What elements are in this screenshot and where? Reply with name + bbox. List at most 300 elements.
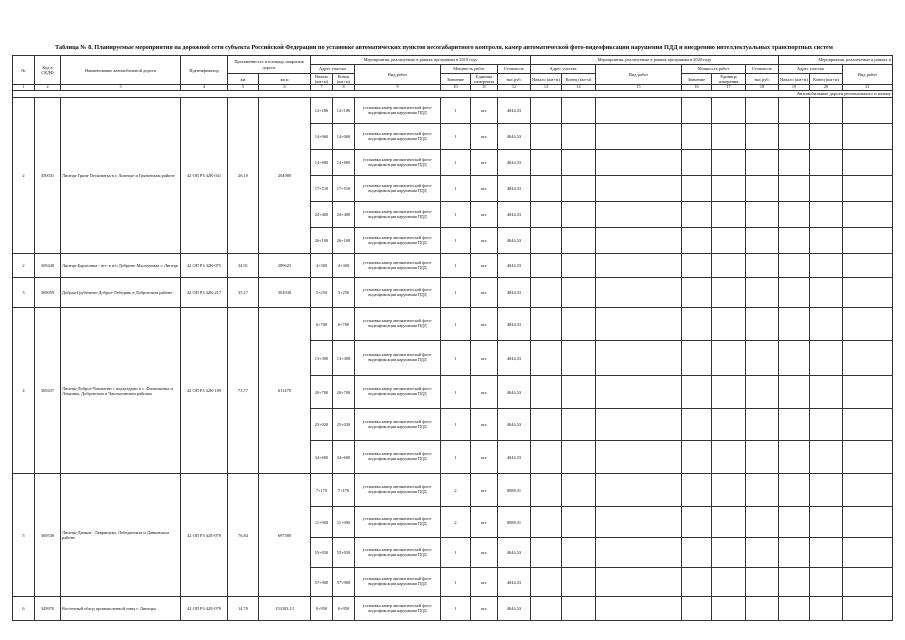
column-number: 3 xyxy=(61,85,181,91)
empty-cell xyxy=(531,341,562,376)
capacity-value: 1 xyxy=(441,150,471,176)
capacity-value: 1 xyxy=(441,308,471,341)
road-area-sqm: 289625 xyxy=(259,254,311,278)
empty-cell xyxy=(746,308,779,341)
empty-cell xyxy=(779,597,810,621)
header-work-type-2020: Вид работ xyxy=(596,65,682,85)
empty-cell xyxy=(596,409,682,441)
header-kth-2019: тыс.руб. xyxy=(498,74,531,85)
empty-cell xyxy=(779,568,810,597)
capacity-value: 1 xyxy=(441,98,471,124)
empty-cell xyxy=(810,474,843,507)
site-end: 4+300 xyxy=(333,254,355,278)
empty-cell xyxy=(682,124,712,150)
road-identifier: 42 ОП РЗ 42К-189 xyxy=(181,308,228,474)
empty-cell xyxy=(682,597,712,621)
capacity-unit: шт. xyxy=(471,202,498,228)
empty-cell xyxy=(682,202,712,228)
empty-cell xyxy=(712,409,746,441)
planned-measures-table xyxy=(12,55,893,621)
column-number: 18 xyxy=(746,85,779,91)
empty-cell xyxy=(746,376,779,409)
empty-cell xyxy=(810,308,843,341)
empty-cell xyxy=(843,597,893,621)
empty-cell xyxy=(562,308,596,341)
empty-cell xyxy=(779,474,810,507)
column-number: 8 xyxy=(333,85,355,91)
header-value-2020: Значение xyxy=(682,74,712,85)
empty-cell xyxy=(682,98,712,124)
empty-cell xyxy=(682,409,712,441)
empty-cell xyxy=(531,98,562,124)
empty-cell xyxy=(746,150,779,176)
empty-cell xyxy=(682,176,712,202)
capacity-value: 1 xyxy=(441,568,471,597)
header-cost-2020: Стоимость xyxy=(746,65,779,74)
table-row xyxy=(13,98,893,124)
site-start: 24+400 xyxy=(311,202,333,228)
header-km: км xyxy=(228,74,259,85)
cost-value: 8088,31 xyxy=(498,474,531,507)
cost-value: 4044,33 xyxy=(498,202,531,228)
cost-value: 4044,33 xyxy=(498,278,531,308)
header-capacity-2020: Мощность работ xyxy=(682,65,746,74)
empty-cell xyxy=(562,124,596,150)
site-start: 5+250 xyxy=(311,278,333,308)
site-end: 57+900 xyxy=(333,568,355,597)
empty-cell xyxy=(810,98,843,124)
empty-cell xyxy=(843,409,893,441)
road-name: Липецк-Грязи-Песковатка в г. Липецке и Грязинском районе xyxy=(61,98,181,254)
empty-cell xyxy=(810,376,843,409)
cost-value: 4044,33 xyxy=(498,341,531,376)
empty-cell xyxy=(531,474,562,507)
empty-cell xyxy=(562,341,596,376)
road-number: 6 xyxy=(13,597,35,621)
header-start-2019: Начало (км+м) xyxy=(311,74,333,85)
empty-cell xyxy=(810,441,843,474)
road-area-sqm: 153303,13 xyxy=(259,597,311,621)
empty-cell xyxy=(810,568,843,597)
empty-cell xyxy=(596,538,682,568)
capacity-unit: шт. xyxy=(471,474,498,507)
work-type: установка камер автоматической фото-видеофиксации нарушения ПДД xyxy=(355,202,441,228)
site-end: 13+300 xyxy=(333,341,355,376)
work-type: установка камер автоматической фото-видеофиксации нарушения ПДД xyxy=(355,278,441,308)
column-number: 20 xyxy=(810,85,843,91)
road-number: 2 xyxy=(13,254,35,278)
header-unit-2020: Единица измерения xyxy=(712,74,746,85)
table-title: Таблица № 8. Планируемые мероприятия на дорожной сети субъекта Российской Федерации по установке автоматических пунктов весогабаритного контроля, камер автоматической фото-видеофиксации нарушения ПДД и внедрению интеллектуальных транспортных систем xyxy=(55,44,833,51)
empty-cell xyxy=(810,176,843,202)
site-start: 25+020 xyxy=(311,409,333,441)
site-end: 26+100 xyxy=(333,228,355,254)
capacity-unit: шт. xyxy=(471,409,498,441)
empty-cell xyxy=(596,228,682,254)
site-end: 7+170 xyxy=(333,474,355,507)
empty-cell xyxy=(712,254,746,278)
road-length-km: 35,17 xyxy=(228,278,259,308)
capacity-value: 1 xyxy=(441,341,471,376)
header-code: Код в СКДФ xyxy=(35,56,61,85)
empty-cell xyxy=(682,278,712,308)
capacity-value: 1 xyxy=(441,228,471,254)
work-type: установка камер автоматической фото-видеофиксации нарушения ПДД xyxy=(355,228,441,254)
empty-cell xyxy=(712,228,746,254)
empty-cell xyxy=(712,474,746,507)
capacity-value: 1 xyxy=(441,376,471,409)
empty-cell xyxy=(682,538,712,568)
site-start: 0+950 xyxy=(311,597,333,621)
empty-cell xyxy=(746,202,779,228)
header-no: № xyxy=(13,56,35,85)
empty-cell xyxy=(712,176,746,202)
empty-cell xyxy=(562,228,596,254)
header-unit-2019: Единица измерения xyxy=(471,74,498,85)
empty-cell xyxy=(596,341,682,376)
cost-value: 4044,33 xyxy=(498,176,531,202)
road-number: 4 xyxy=(13,308,35,474)
work-type: установка камер автоматической фото-видеофиксации нарушения ПДД xyxy=(355,409,441,441)
empty-cell xyxy=(712,341,746,376)
column-number: 1 xyxy=(13,85,35,91)
site-end: 55+050 xyxy=(333,538,355,568)
empty-cell xyxy=(682,568,712,597)
empty-cell xyxy=(531,409,562,441)
cost-value: 4044,33 xyxy=(498,150,531,176)
empty-cell xyxy=(746,568,779,597)
table-row xyxy=(13,278,893,308)
work-type: установка камер автоматической фото-видеофиксации нарушения ПДД xyxy=(355,341,441,376)
empty-cell xyxy=(810,507,843,538)
capacity-value: 2 xyxy=(441,474,471,507)
column-number: 17 xyxy=(712,85,746,91)
empty-cell xyxy=(682,254,712,278)
capacity-value: 2 xyxy=(441,507,471,538)
empty-cell xyxy=(746,597,779,621)
empty-cell xyxy=(843,341,893,376)
empty-cell xyxy=(746,124,779,150)
header-sqm: кв.м xyxy=(259,74,311,85)
empty-cell xyxy=(843,441,893,474)
empty-cell xyxy=(562,98,596,124)
header-length-group: Протяженность и площадь покрытия дороги xyxy=(228,56,311,74)
work-type: установка камер автоматической фото-видеофиксации нарушения ПДД xyxy=(355,441,441,474)
road-identifier: 42 ОП РЗ 42Е-079 xyxy=(181,474,228,597)
empty-cell xyxy=(843,228,893,254)
capacity-unit: шт. xyxy=(471,441,498,474)
empty-cell xyxy=(562,507,596,538)
empty-cell xyxy=(843,507,893,538)
empty-cell xyxy=(746,98,779,124)
empty-cell xyxy=(682,474,712,507)
capacity-unit: шт. xyxy=(471,308,498,341)
capacity-value: 1 xyxy=(441,176,471,202)
road-code: 369437 xyxy=(35,308,61,474)
empty-cell xyxy=(779,254,810,278)
capacity-unit: шт. xyxy=(471,597,498,621)
header-address-2021: Адрес участка xyxy=(779,65,843,74)
header-value-2019: Значение xyxy=(441,74,471,85)
site-end: 6+700 xyxy=(333,308,355,341)
empty-cell xyxy=(562,176,596,202)
road-name: Липецк-Борисовка - пгт. в п/о Добрино-Малчуковка г. Липецк xyxy=(61,254,181,278)
header-address-2019: Адрес участка xyxy=(311,65,355,74)
capacity-value: 1 xyxy=(441,124,471,150)
work-type: установка камер автоматической фото-видеофиксации нарушения ПДД xyxy=(355,376,441,409)
empty-cell xyxy=(810,124,843,150)
site-end: 24+400 xyxy=(333,202,355,228)
capacity-unit: шт. xyxy=(471,228,498,254)
empty-cell xyxy=(843,124,893,150)
empty-cell xyxy=(746,474,779,507)
column-number: 9 xyxy=(355,85,441,91)
cost-value: 4044,33 xyxy=(498,98,531,124)
empty-cell xyxy=(712,538,746,568)
cost-value: 4044,33 xyxy=(498,538,531,568)
empty-cell xyxy=(746,254,779,278)
road-length-km: 14,70 xyxy=(228,597,259,621)
empty-cell xyxy=(843,538,893,568)
road-area-sqm: 302930 xyxy=(259,278,311,308)
site-end: 5+250 xyxy=(333,278,355,308)
road-identifier: 42 ОП РЗ 42К-041 xyxy=(181,98,228,254)
empty-cell xyxy=(562,409,596,441)
empty-cell xyxy=(562,278,596,308)
empty-cell xyxy=(682,376,712,409)
empty-cell xyxy=(843,254,893,278)
empty-cell xyxy=(810,254,843,278)
capacity-unit: шт. xyxy=(471,150,498,176)
empty-cell xyxy=(779,98,810,124)
cost-value: 8088,31 xyxy=(498,507,531,538)
empty-cell xyxy=(746,538,779,568)
site-end: 0+950 xyxy=(333,597,355,621)
header-road-name: Наименование автомобильной дороги xyxy=(61,56,181,85)
empty-cell xyxy=(531,176,562,202)
empty-cell xyxy=(843,474,893,507)
column-number: 5 xyxy=(228,85,259,91)
empty-cell xyxy=(779,228,810,254)
empty-cell xyxy=(712,98,746,124)
table-row xyxy=(13,597,893,621)
road-length-km: 34,91 xyxy=(228,254,259,278)
road-name: Липецк-Доброе-Чаплыгин с подъездами к с. Филипповка и Лещинка, Добровском и Чаплыгинском районах xyxy=(61,308,181,474)
empty-cell xyxy=(596,278,682,308)
cost-value: 4044,33 xyxy=(498,124,531,150)
empty-cell xyxy=(779,507,810,538)
header-end-2021: Конец (км+м) xyxy=(810,74,843,85)
empty-cell xyxy=(712,278,746,308)
empty-cell xyxy=(843,176,893,202)
header-kth-2020: тыс.руб. xyxy=(746,74,779,85)
site-end: 20+700 xyxy=(333,376,355,409)
road-length-km: 26,10 xyxy=(228,98,259,254)
column-number: 11 xyxy=(471,85,498,91)
empty-cell xyxy=(810,228,843,254)
empty-cell xyxy=(531,150,562,176)
header-2021-group: Мероприятия, реализуемые в рамках п xyxy=(779,56,893,65)
work-type: установка камер автоматической фото-видеофиксации нарушения ПДД xyxy=(355,474,441,507)
work-type: установка камер автоматической фото-видеофиксации нарушения ПДД xyxy=(355,308,441,341)
capacity-unit: шт. xyxy=(471,98,498,124)
empty-cell xyxy=(682,150,712,176)
capacity-unit: шт. xyxy=(471,278,498,308)
road-code: 349970 xyxy=(35,597,61,621)
header-end-2019: Конец (км+м) xyxy=(333,74,355,85)
capacity-unit: шт. xyxy=(471,341,498,376)
site-start: 4+300 xyxy=(311,254,333,278)
capacity-value: 1 xyxy=(441,409,471,441)
empty-cell xyxy=(746,228,779,254)
road-identifier: 42 ОП РЗ 42К-075 xyxy=(181,254,228,278)
site-start: 13+300 xyxy=(311,341,333,376)
empty-cell xyxy=(779,202,810,228)
capacity-unit: шт. xyxy=(471,507,498,538)
empty-cell xyxy=(712,308,746,341)
empty-cell xyxy=(596,441,682,474)
table-body xyxy=(13,85,893,621)
work-type: установка камер автоматической фото-видеофиксации нарушения ПДД xyxy=(355,507,441,538)
empty-cell xyxy=(562,441,596,474)
work-type: установка камер автоматической фото-видеофиксации нарушения ПДД xyxy=(355,254,441,278)
empty-cell xyxy=(596,176,682,202)
empty-cell xyxy=(843,278,893,308)
empty-cell xyxy=(562,150,596,176)
capacity-value: 1 xyxy=(441,538,471,568)
empty-cell xyxy=(746,441,779,474)
empty-cell xyxy=(746,409,779,441)
road-identifier: 42 ОП РЗ 42К-217 xyxy=(181,278,228,308)
empty-cell xyxy=(779,376,810,409)
site-end: 25+020 xyxy=(333,409,355,441)
cost-value: 4044,33 xyxy=(498,597,531,621)
capacity-unit: шт. xyxy=(471,376,498,409)
region-label: Автомобильные дороги регионального и межму xyxy=(13,91,893,98)
road-length-km: 73,77 xyxy=(228,308,259,474)
empty-cell xyxy=(596,98,682,124)
cost-value: 4044,33 xyxy=(498,308,531,341)
work-type: установка камер автоматической фото-видеофиксации нарушения ПДД xyxy=(355,124,441,150)
column-number: 7 xyxy=(311,85,333,91)
empty-cell xyxy=(810,341,843,376)
header-address-2020: Адрес участка xyxy=(531,65,596,74)
site-start: 34+600 xyxy=(311,441,333,474)
empty-cell xyxy=(810,150,843,176)
empty-cell xyxy=(779,409,810,441)
empty-cell xyxy=(596,254,682,278)
empty-cell xyxy=(596,568,682,597)
empty-cell xyxy=(779,124,810,150)
column-number: 14 xyxy=(562,85,596,91)
empty-cell xyxy=(843,308,893,341)
empty-cell xyxy=(531,376,562,409)
site-start: 14+800 xyxy=(311,150,333,176)
site-start: 14+060 xyxy=(311,124,333,150)
empty-cell xyxy=(562,474,596,507)
work-type: установка камер автоматической фото-видеофиксации нарушения ПДД xyxy=(355,538,441,568)
work-type: установка камер автоматической фото-видеофиксации нарушения ПДД xyxy=(355,597,441,621)
road-number: 3 xyxy=(13,278,35,308)
capacity-unit: шт. xyxy=(471,124,498,150)
capacity-unit: шт. xyxy=(471,538,498,568)
empty-cell xyxy=(596,507,682,538)
road-identifier: 42 ОП РЗ 42Е-078 xyxy=(181,597,228,621)
cost-value: 4044,33 xyxy=(498,568,531,597)
empty-cell xyxy=(596,474,682,507)
table-row xyxy=(13,254,893,278)
region-row xyxy=(13,91,893,98)
empty-cell xyxy=(596,124,682,150)
empty-cell xyxy=(843,202,893,228)
column-number: 19 xyxy=(779,85,810,91)
site-start: 6+700 xyxy=(311,308,333,341)
cost-value: 4044,33 xyxy=(498,409,531,441)
site-end: 34+600 xyxy=(333,441,355,474)
empty-cell xyxy=(682,441,712,474)
header-start-2021: Начало (км+м) xyxy=(779,74,810,85)
empty-cell xyxy=(779,538,810,568)
empty-cell xyxy=(712,124,746,150)
cost-value: 4044,33 xyxy=(498,441,531,474)
empty-cell xyxy=(810,409,843,441)
empty-cell xyxy=(596,376,682,409)
empty-cell xyxy=(531,308,562,341)
site-start: 7+170 xyxy=(311,474,333,507)
road-area-sqm: 697580 xyxy=(259,474,311,597)
column-number: 15 xyxy=(596,85,682,91)
empty-cell xyxy=(779,150,810,176)
site-start: 12+186 xyxy=(311,98,333,124)
road-code: 369059 xyxy=(35,278,61,308)
capacity-unit: шт. xyxy=(471,568,498,597)
empty-cell xyxy=(810,597,843,621)
site-start: 26+100 xyxy=(311,228,333,254)
empty-cell xyxy=(682,507,712,538)
empty-cell xyxy=(712,597,746,621)
table-row xyxy=(13,308,893,341)
site-start: 57+900 xyxy=(311,568,333,597)
empty-cell xyxy=(779,441,810,474)
column-number: 12 xyxy=(498,85,531,91)
empty-cell xyxy=(779,278,810,308)
column-number: 13 xyxy=(531,85,562,91)
header-2020-group: Мероприятия, реализуемые в рамках программы в 2020 году xyxy=(531,56,779,65)
header-cost-2019: Стоимость xyxy=(498,65,531,74)
empty-cell xyxy=(712,150,746,176)
empty-cell xyxy=(682,308,712,341)
empty-cell xyxy=(596,150,682,176)
cost-value: 4044,33 xyxy=(498,228,531,254)
site-end: 17+510 xyxy=(333,176,355,202)
header-work-type-2019: Вид работ xyxy=(355,65,441,85)
empty-cell xyxy=(562,376,596,409)
empty-cell xyxy=(562,254,596,278)
capacity-unit: шт. xyxy=(471,254,498,278)
cost-value: 4044,33 xyxy=(498,376,531,409)
empty-cell xyxy=(779,308,810,341)
capacity-value: 1 xyxy=(441,441,471,474)
empty-cell xyxy=(531,441,562,474)
header-work-type-2021: Вид работ xyxy=(843,65,893,85)
site-start: 11+900 xyxy=(311,507,333,538)
road-area-sqm: 204980 xyxy=(259,98,311,254)
work-type: установка камер автоматической фото-видеофиксации нарушения ПДД xyxy=(355,150,441,176)
site-end: 14+060 xyxy=(333,124,355,150)
road-code: 350031 xyxy=(35,98,61,254)
empty-cell xyxy=(712,441,746,474)
empty-cell xyxy=(843,98,893,124)
